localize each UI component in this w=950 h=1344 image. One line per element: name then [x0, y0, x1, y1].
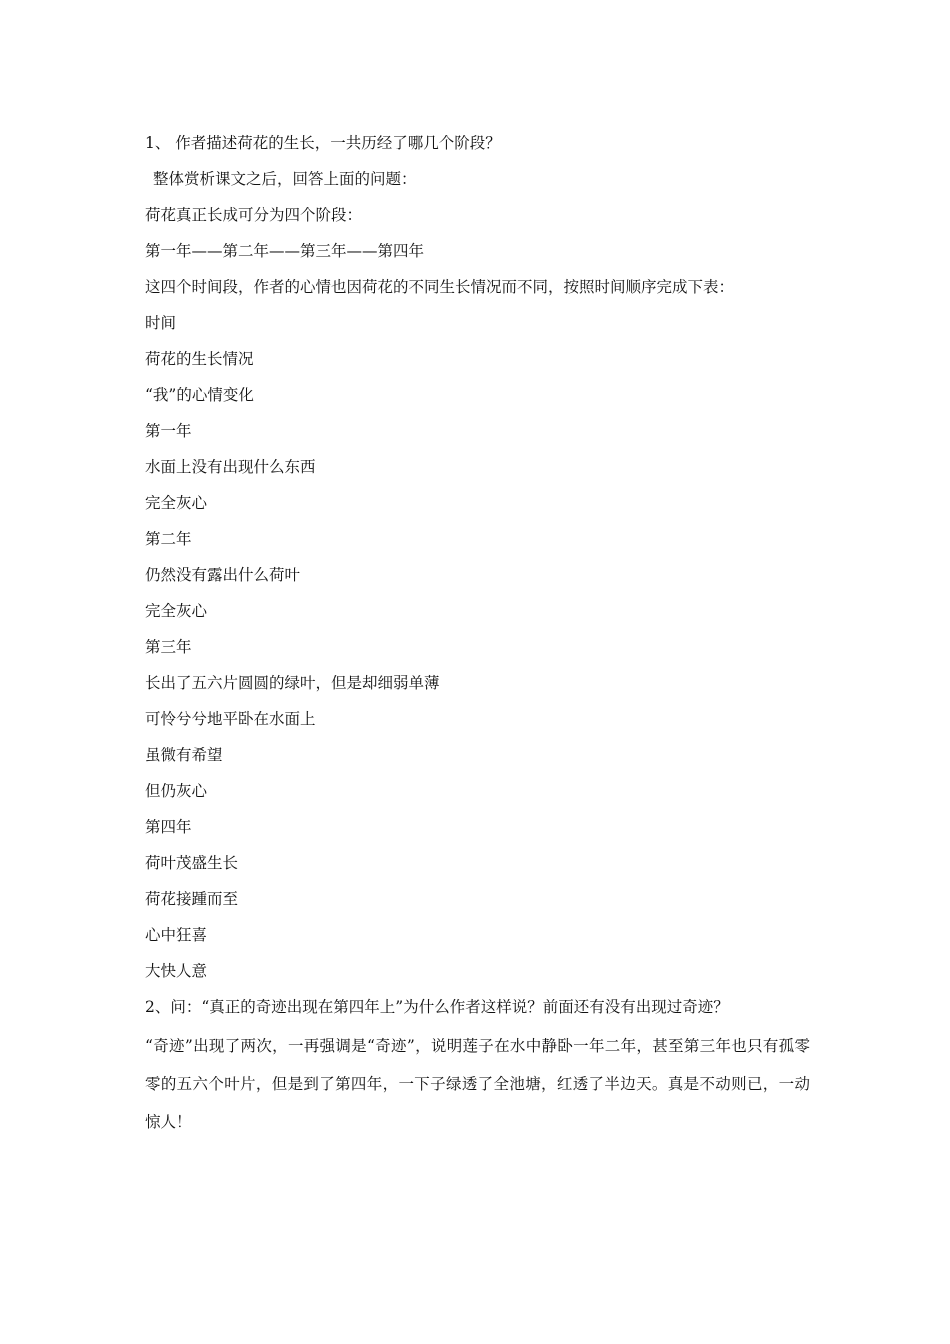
table-row-year-3: [145, 629, 810, 809]
answer-2: “奇迹”出现了两次，一再强调是“奇迹”，说明莲子在水中静卧一年二年，甚至第三年也只有孤零零的五六个叶片，但是到了第四年，一下子绿透了全池塘，红透了半边天。真是不动则已，一动惊人！: [145, 1037, 810, 1131]
table-cell-mood: 完全灰心: [145, 602, 208, 620]
table-cell-time: 第四年: [145, 818, 192, 836]
table-cell-mood: 虽微有希望: [145, 746, 223, 764]
table-cell-time: 第一年: [145, 422, 192, 440]
table-row-year-2: [145, 521, 810, 629]
table-cell-growth: 水面上没有出现什么东西: [145, 458, 316, 476]
table-row-year-4: [145, 809, 810, 989]
table-cell-growth: 仍然没有露出什么荷叶: [145, 566, 301, 584]
table-header-mood: “我”的心情变化: [145, 386, 254, 404]
question-2: 2、问：“真正的奇迹出现在第四年上”为什么作者这样说？前面还有没有出现过奇迹？: [145, 998, 729, 1016]
table-cell-growth: 长出了五六片圆圆的绿叶，但是却细弱单薄: [145, 674, 440, 692]
table-cell-growth: 荷叶茂盛生长: [145, 854, 239, 872]
question-1: 1、 作者描述荷花的生长，一共历经了哪几个阶段？: [145, 134, 501, 152]
table-cell-growth: 荷花接踵而至: [145, 890, 239, 908]
table-cell-mood: 心中狂喜: [145, 926, 208, 944]
instruction-text: 整体赏析课文之后，回答上面的问题：: [153, 170, 417, 188]
table-cell-mood: 但仍灰心: [145, 782, 208, 800]
table-cell-mood: 完全灰心: [145, 494, 208, 512]
growth-table: [145, 305, 810, 989]
table-cell-growth: 可怜兮兮地平卧在水面上: [145, 710, 316, 728]
stages-sequence: 第一年——第二年——第三年——第四年: [145, 242, 425, 260]
table-header-growth: 荷花的生长情况: [145, 350, 254, 368]
table-intro: 这四个时间段，作者的心情也因荷花的不同生长情况而不同，按照时间顺序完成下表：: [145, 278, 735, 296]
table-cell-time: 第二年: [145, 530, 192, 548]
table-cell-time: 第三年: [145, 638, 192, 656]
document-page: [145, 125, 810, 1141]
table-row-year-1: [145, 413, 810, 521]
stages-intro: 荷花真正长成可分为四个阶段：: [145, 206, 363, 224]
table-cell-mood: 大快人意: [145, 962, 208, 980]
table-header-time: 时间: [145, 314, 177, 332]
